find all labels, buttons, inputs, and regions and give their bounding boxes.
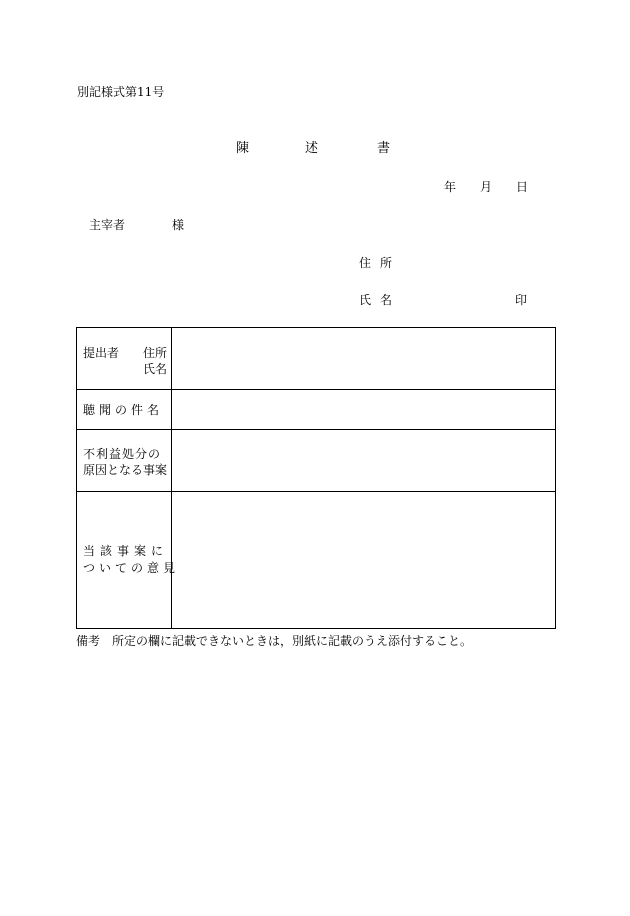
opinion-row (77, 492, 555, 629)
applicant-name-label: 氏名 (359, 293, 402, 307)
cause-value-field[interactable] (172, 430, 555, 491)
submitter-label-cell (77, 328, 172, 389)
form-number: 別記様式第11号 (77, 85, 165, 99)
document-title-char-1: 陳 (236, 141, 250, 156)
date-day-label: 日 (516, 180, 529, 194)
opinion-label-line-2: ついての意見 (83, 561, 180, 575)
cause-label-cell (77, 430, 172, 491)
hearing-subject-label-cell (77, 390, 172, 429)
submitter-label: 提出者 (83, 346, 120, 360)
submitter-name-label: 氏名 (143, 362, 168, 376)
hearing-subject-row (77, 390, 555, 430)
addressee-sponsor: 主宰者 (89, 218, 126, 232)
opinion-label-line-1: 当該事案に (83, 544, 169, 558)
seal-mark: 印 (515, 293, 528, 307)
opinion-value-field[interactable] (172, 492, 555, 629)
submitter-address-label: 住所 (143, 346, 168, 360)
applicant-address-label: 住所 (359, 256, 402, 270)
cause-label-line-1: 不利益処分の (83, 447, 162, 461)
cause-row (77, 430, 555, 492)
document-title-char-3: 書 (377, 141, 391, 156)
statement-form-table (76, 327, 556, 629)
date-year-label: 年 (444, 180, 457, 194)
cause-label-line-2: 原因となる事案 (83, 463, 168, 477)
date-month-label: 月 (480, 180, 493, 194)
submitter-value-field[interactable] (172, 328, 555, 389)
hearing-subject-value-field[interactable] (172, 390, 555, 429)
hearing-subject-label: 聴聞の件名 (83, 403, 164, 417)
remarks-note: 備考 所定の欄に記載できないときは，別紙に記載のうえ添付すること。 (76, 634, 473, 648)
addressee-honorific: 様 (172, 218, 185, 232)
submitter-row (77, 328, 555, 390)
document-title-char-2: 述 (305, 141, 319, 156)
opinion-label-cell (77, 492, 180, 629)
